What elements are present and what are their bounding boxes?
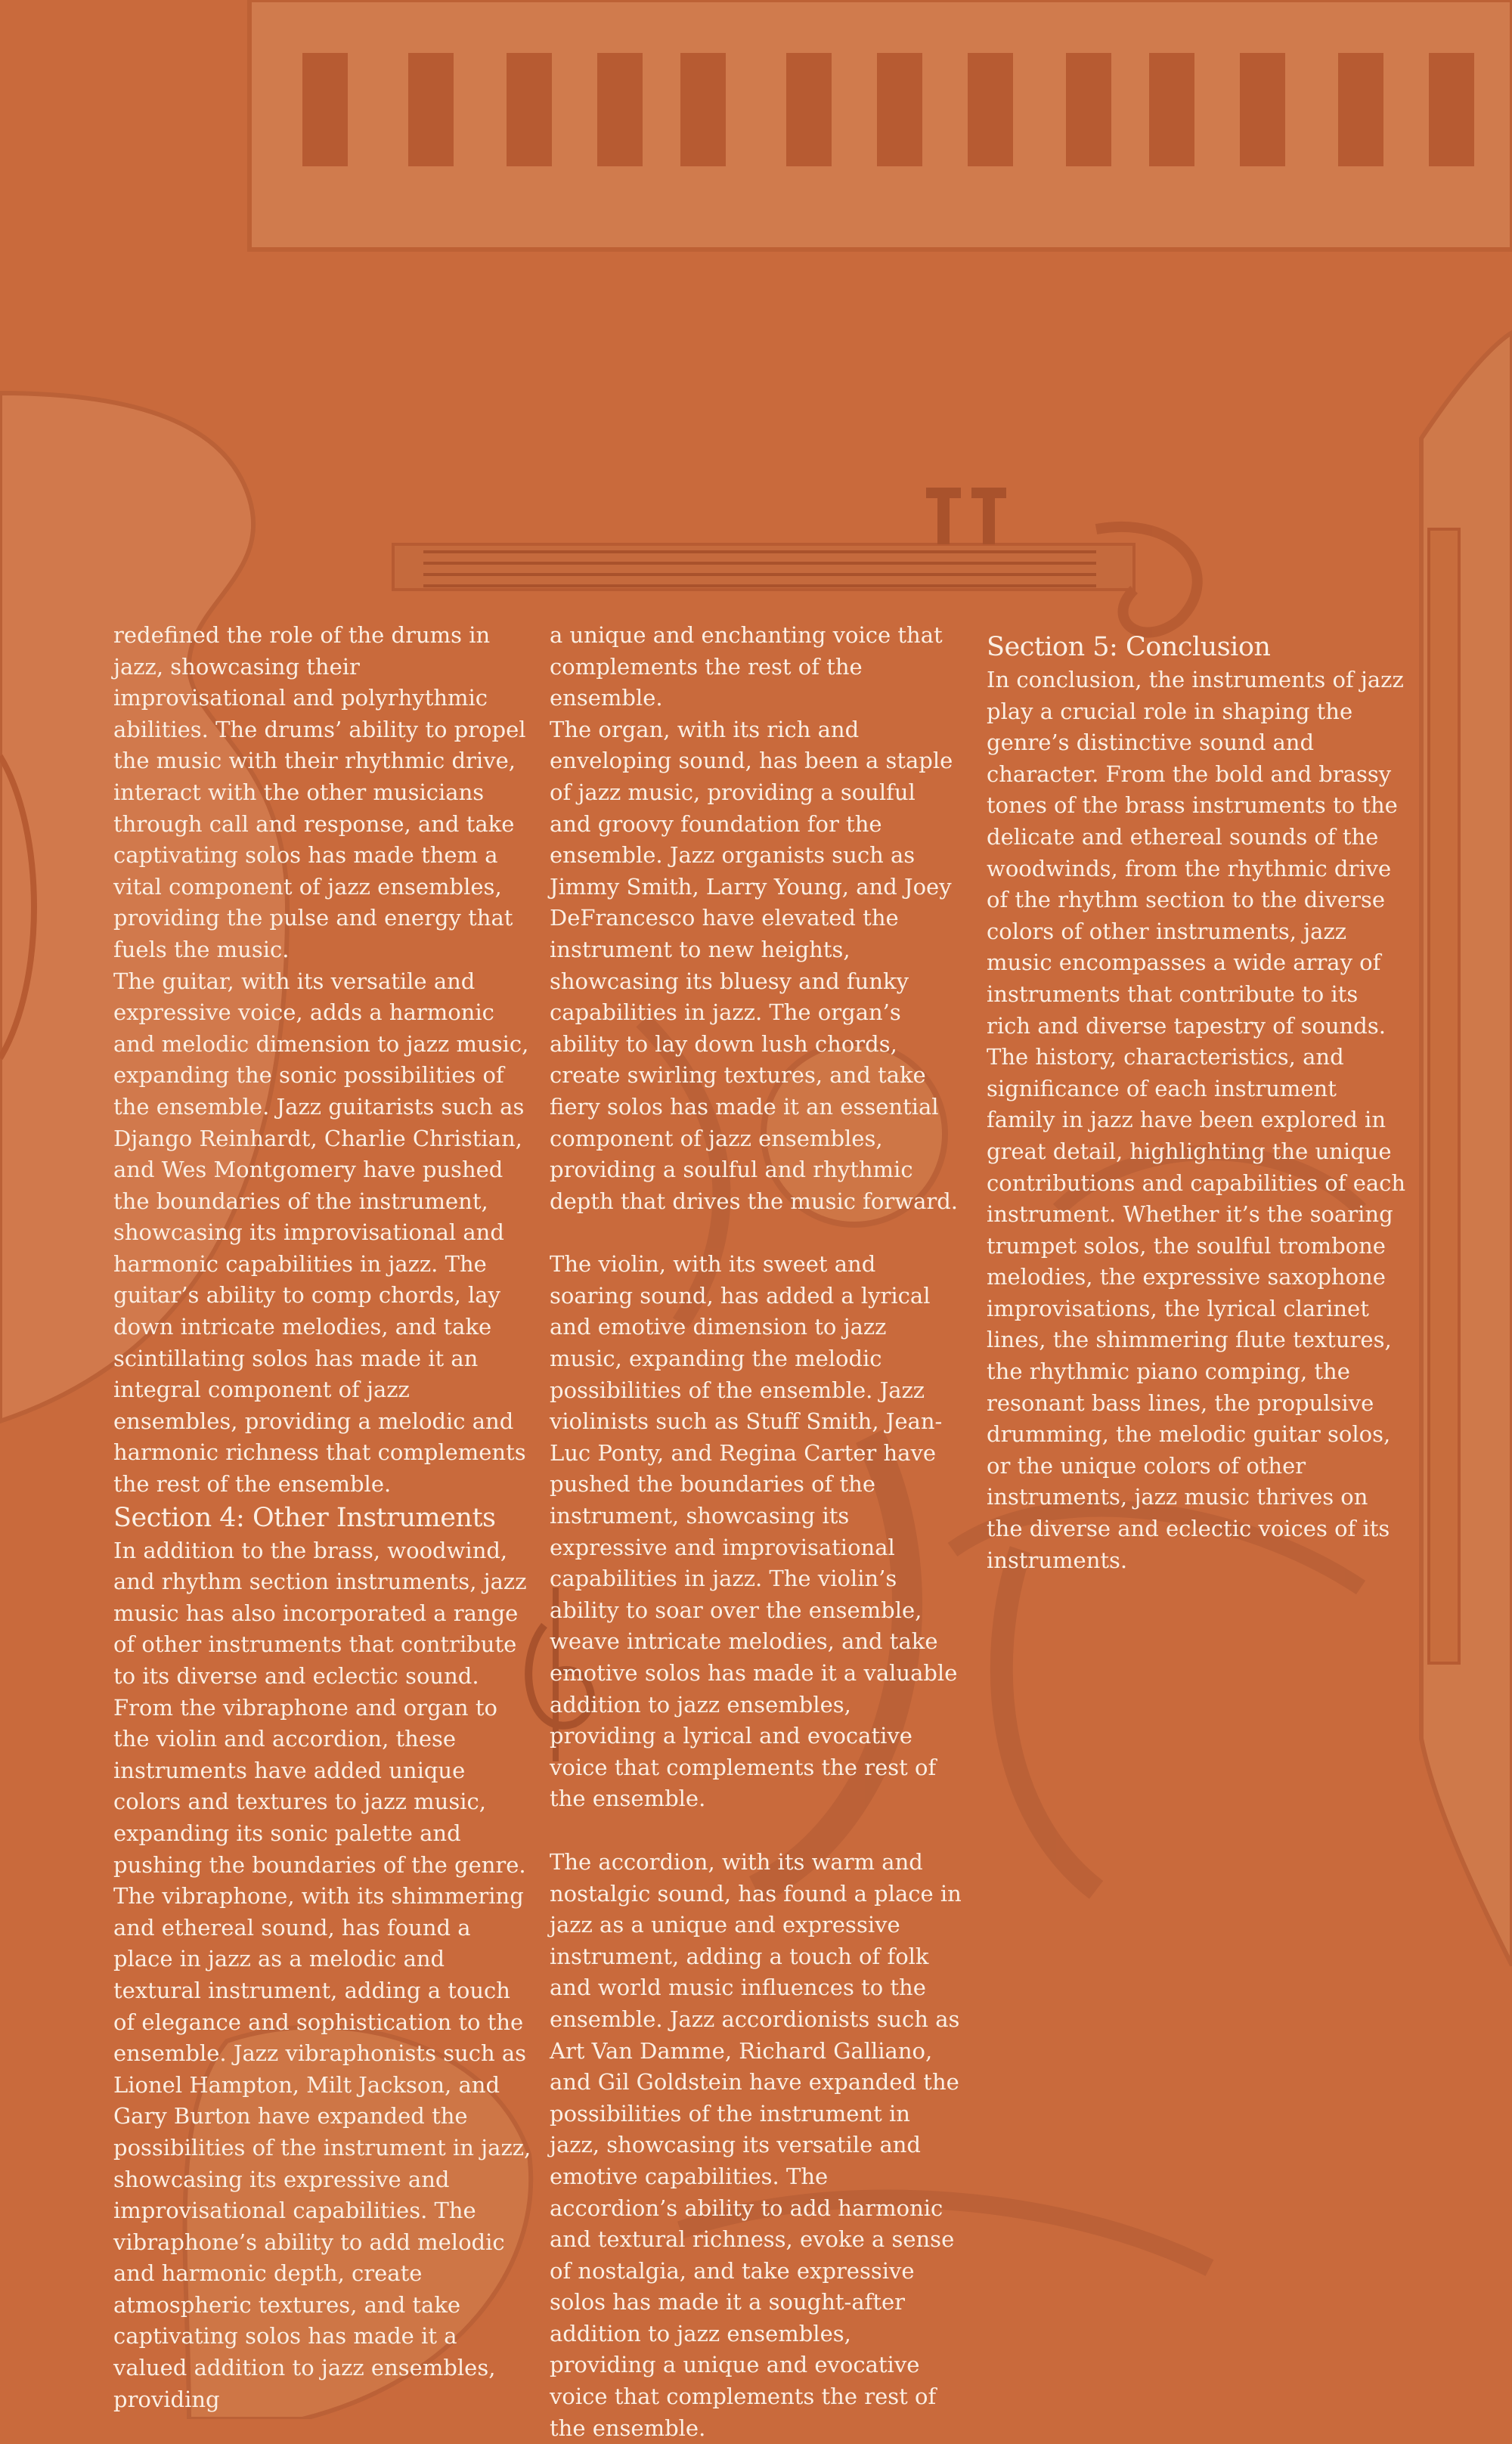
paragraph-conclusion: In conclusion, the instruments of jazz play a crucial role in shaping the genre’s distinctive sound and character. From the bold and brassy tones of the brass instruments to the delicate and ethereal sounds of the woodwinds, from the rhythmic drive of the rhythm section to the diverse colors of other instruments, jazz music encompasses a wide array of instruments that contribute to its rich and diverse tapestry of sounds. xyxy=(987,667,1404,1039)
paragraph-vibraphone-continued: a unique and enchanting voice that complements the rest of the ensemble. xyxy=(550,622,943,711)
section-5-heading: Section 5: Conclusion xyxy=(987,632,1271,662)
text-column-3 xyxy=(987,630,1406,1576)
section-4-heading: Section 4: Other Instruments xyxy=(113,1502,496,1533)
paragraph-history-summary: The history, characteristics, and significance of each instrument family in jazz have been explored in great detail, highlighting the unique contributions and capabilities of each instrument. Whether it’s the soaring trumpet solos, the soulful trombone melodies, the expressive saxophone improvisations, the lyrical clarinet lines, the shimmering flute textures, the rhythmic piano comping, the resonant bass lines, the propulsive drumming, the melodic guitar solos, or the unique colors of other instruments, jazz music thrives on the diverse and eclectic voices of its instruments. xyxy=(987,1044,1406,1573)
paragraph-violin: The violin, with its sweet and soaring sound, has added a lyrical and emotive dimension to jazz music, expanding the melodic possibilities of the ensemble. Jazz violinists such as Stuff Smith, Jean-Luc Ponty, and Regina Carter have pushed the boundaries of the instrument, showcasing its expressive and improvisational capabilities in jazz. The violin’s ability to soar over the ensemble, weave intricate melodies, and take emotive solos has made it a valuable addition to jazz ensembles, providing a lyrical and evocative voice that complements the rest of the ensemble. xyxy=(550,1251,958,1812)
paragraph-other-instruments-intro: In addition to the brass, woodwind, and rhythm section instruments, jazz music has also incorporated a range of other instruments that contribute to its diverse and eclectic sound. From the vibraphone and organ to the violin and accordion, these instruments have added unique colors and textures to jazz music, expanding its sonic palette and pushing the boundaries of the genre. xyxy=(113,1537,527,1878)
paragraph-guitar: The guitar, with its versatile and expressive voice, adds a harmonic and melodic dimension to jazz music, expanding the sonic possibilities of the ensemble. Jazz guitarists such as Django Reinhardt, Charlie Christian, and Wes Montgomery have pushed the boundaries of the instrument, showcasing its improvisational and harmonic capabilities in jazz. The guitar’s ability to comp chords, lay down intricate melodies, and take scintillating solos has made it an integral component of jazz ensembles, providing a melodic and harmonic richness that complements the rest of the ensemble. xyxy=(113,968,529,1498)
keyboard-illustration xyxy=(249,0,1512,249)
paragraph-organ: The organ, with its rich and enveloping sound, has been a staple of jazz music, providing a soulful and groovy foundation for the ensemble. Jazz organists such as Jimmy Smith, Larry Young, and Joey DeFrancesco have elevated the instrument to new heights, showcasing its bluesy and funky capabilities in jazz. The organ’s ability to lay down lush chords, create swirling textures, and take fiery solos has made it an essential component of jazz ensembles, providing a soulful and rhythmic depth that drives the music forward. xyxy=(550,716,958,1214)
text-column-1 xyxy=(113,620,533,2415)
text-column-2 xyxy=(550,620,962,2444)
paragraph-accordion: The accordion, with its warm and nostalgic sound, has found a place in jazz as a unique and expressive instrument, adding a touch of folk and world music influences to the ensemble. Jazz accordionists such as Art Van Damme, Richard Galliano, and Gil Goldstein have expanded the possibilities of the instrument in jazz, showcasing its versatile and emotive capabilities. The accordion’s ability to add harmonic and textural richness, evoke a sense of nostalgia, and take expressive solos has made it a sought-after addition to jazz ensembles, providing a unique and evocative voice that complements the rest of the ensemble. xyxy=(550,1848,962,2441)
paragraph-vibraphone: The vibraphone, with its shimmering and ethereal sound, has found a place in jazz as a melodic and textural instrument, adding a touch of elegance and sophistication to the ensemble. Jazz vibraphonists such as Lionel Hampton, Milt Jackson, and Gary Burton have expanded the possibilities of the instrument in jazz, showcasing its expressive and improvisational capabilities. The vibraphone’s ability to add melodic and harmonic depth, create atmospheric textures, and take captivating solos has made it a valued addition to jazz ensembles, providing xyxy=(113,1883,531,2412)
paragraph-drums: redefined the role of the drums in jazz, showcasing their improvisational and polyrhythmic abilities. The drums’ ability to propel the music with their rhythmic drive, interact with the other musicians through call and response, and take captivating solos has made them a vital component of jazz ensembles, providing the pulse and energy that fuels the music. xyxy=(113,622,526,962)
